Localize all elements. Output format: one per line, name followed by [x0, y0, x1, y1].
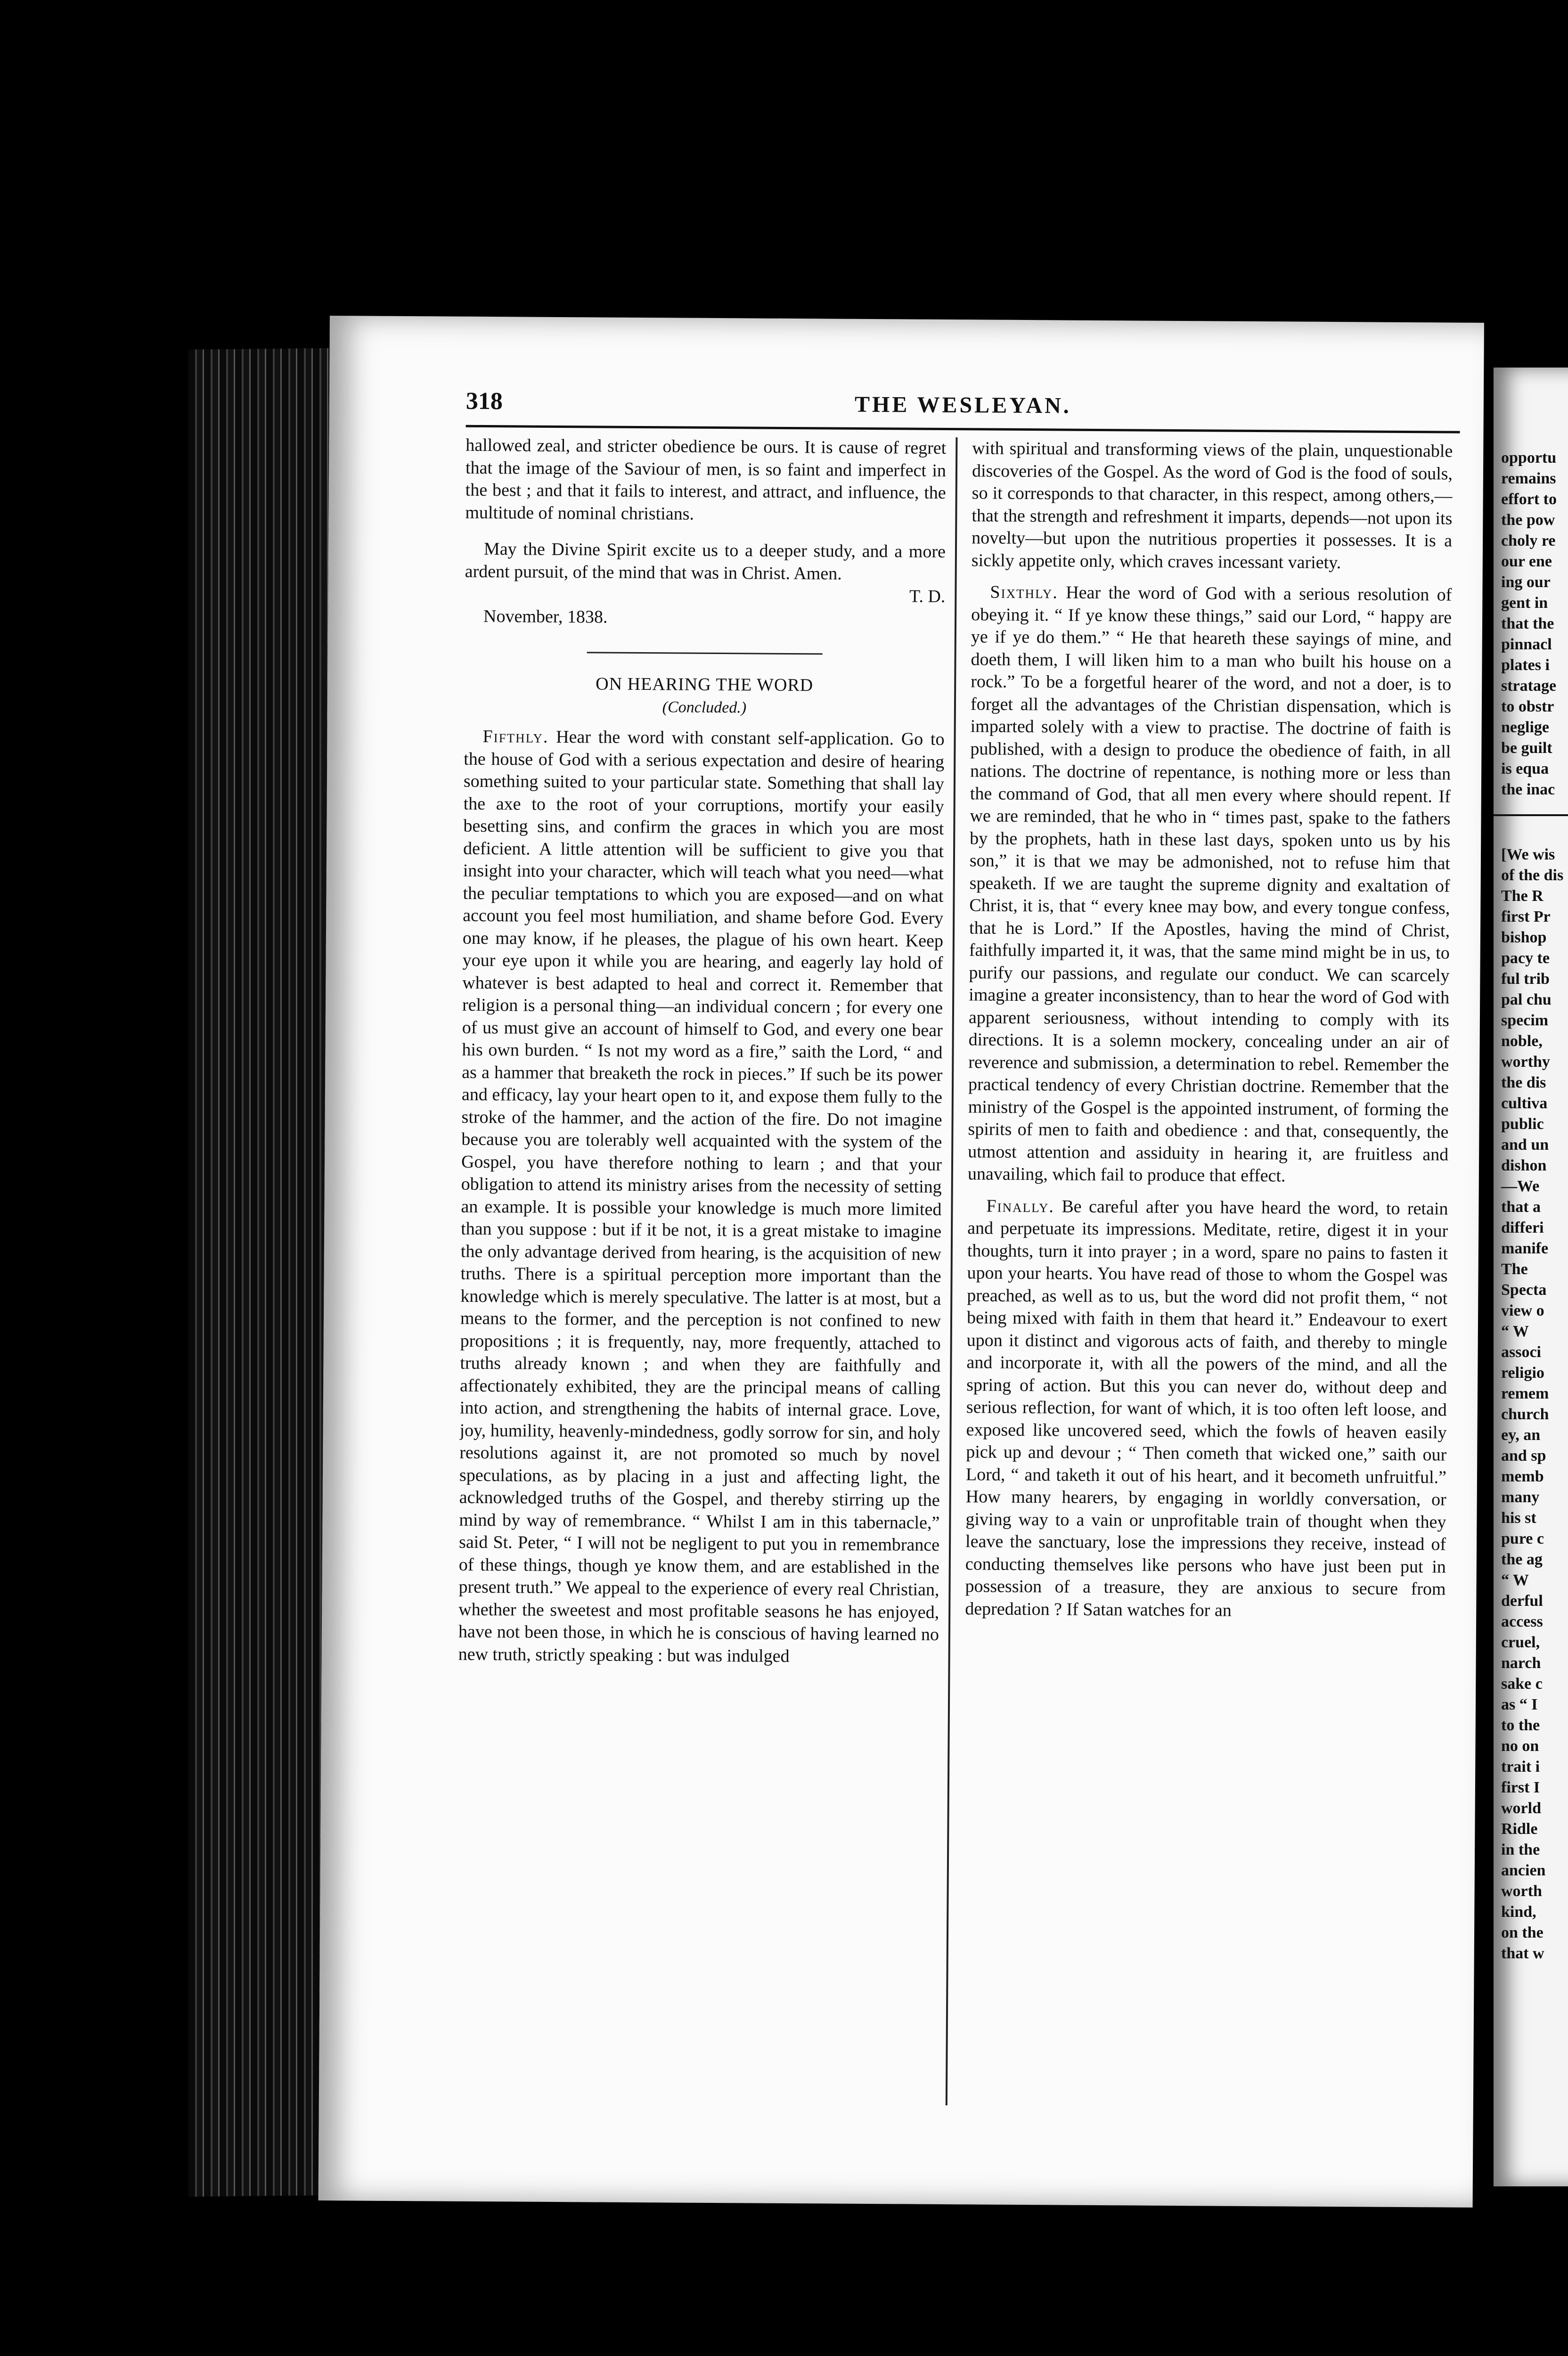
next-page-fragment: worth [1501, 1882, 1542, 1900]
next-page-fragment: effort to [1501, 491, 1557, 508]
next-page-fragment: gent in [1501, 594, 1548, 612]
finally-text: Be careful after you have heard the word, to retain and perpetuate its impressions. Meditate, retire, digest it in your thoughts, turn it into prayer ; in a word, spare no pains to fasten it upon your hearts. You have read of those to whom the Gospel was preached, as well as to us, but the word did not profit them, “ not being mixed with faith in them that heard it.” Endeavour to exert upon it distinct and vigorous acts of faith, and thereby to mingle and incorporate it, with all the powers of the mind, and all the spring of action. But this you can never do, without deep and serious reflection, for want of which, it is too often left loose, and exposed like uncovered seed, which the fowls of heaven easily pick up and devour ; “ Then cometh that wicked one,” saith our Lord, “ and taketh it out of his heart, and it becometh unfruitful.” How many hearers, by engaging in worldly conversation, or giving way to a vain or unprofitable train of thought when they leave the sanctuary, lose the impressions they receive, instead of conducting themselves like persons who have just been put in possession of a treasure, they are anxious to secure from depredation ? If Satan watches for an [965, 1196, 1448, 1620]
signoff-line [465, 583, 945, 608]
next-page-fragment: be guilt [1501, 739, 1552, 757]
next-page-fragment: as “ I [1501, 1696, 1538, 1713]
next-page-fragment: ing our [1501, 573, 1551, 591]
next-page-fragment: Ridle [1501, 1820, 1538, 1838]
next-page-fragment: plates i [1501, 656, 1550, 674]
intro-paragraph: hallowed zeal, and stricter obedience be ours. It is cause of regret that the image of the Saviour of men, is so faint and imperfect in the best ; and that it fails to interest, and attract, and influence, the multitude of nominal christians. [465, 435, 947, 524]
next-page-fragment: first I [1501, 1779, 1540, 1796]
article-subtitle: (Concluded.) [662, 698, 747, 716]
next-page-fragment: many [1501, 1489, 1540, 1506]
author-signature: T. D. [909, 586, 946, 606]
next-page-fragment: choly re [1501, 532, 1556, 549]
next-page-fragment: “ W [1501, 1323, 1529, 1340]
next-page-fragment: access [1501, 1613, 1543, 1630]
next-page-fragment: on the [1501, 1924, 1544, 1941]
next-page-fragment: that a [1501, 1198, 1541, 1216]
next-page-fragment: sake c [1501, 1675, 1543, 1693]
finally-paragraph [965, 1195, 1448, 1623]
next-page-fragment: specim [1501, 1012, 1549, 1029]
next-page-fragment: pinnacl [1501, 636, 1552, 653]
next-page-fragment: “ W [1501, 1571, 1529, 1589]
finally-label: Finally. [986, 1196, 1055, 1216]
next-page-fragment: Specta [1501, 1281, 1547, 1299]
next-page-fragment: pal chu [1501, 991, 1552, 1008]
next-page-fragment: pacy te [1501, 949, 1550, 967]
fifthly-text: Hear the word with constant self-application. Go to the house of God with a serious expectation and desire of hearing something suited to your particular state. Something that shall lay the axe to the root of your corruptions, mortify your easily besetting sins, and confirm the graces in which you are most deficient. A little attention will be sufficient to give you that insight into your character, which will teach what you need—what the peculiar temptations to which you are exposed—and on what account you feel most humiliation, and shame before God. Every one may know, if he pleases, the plague of his own heart. Keep your eye upon it while you are hearing, and eagerly lay hold of whatever is best adapted to heal and correct it. Remember that religion is a personal thing—an individual concern ; for every one of us must give an account of himself to God, and every one bear his own burden. “ Is not my word as a fire,” saith the Lord, “ and as a hammer that breaketh the rock in pieces.” If such be its power and efficacy, lay your heart open to it, and expose them fully to the stroke of the hammer, and the action of the fire. Do not imagine because you are tolerably well acquainted with the system of the Gospel, you have therefore nothing to learn ; and that your obligation to attend its ministry arises from the necessity of setting an example. It is possible your knowledge is much more limited than you suppose : but if it be not, it is a great mistake to imagine the only advantage derived from hearing, is the acquisition of new truths. There is a spiritual perception more important than the knowledge which is merely speculative. The latter is at most, but a means to the former, and the perception is not confined to new propositions ; it is frequently, nay, more frequently, attached to truths already known ; and when they are faithfully and affectionately exhibited, they are the principal means of calling into action, and strengthening the habits of internal grace. Love, joy, humility, heavenly-mindedness, godly sorrow for sin, and holy resolutions against it, are not promoted so much by novel speculations, as by placing in a just and affecting light, the acknowledged truths of the Gospel, and thereby stirring up the mind by way of remembrance. “ Whilst I am in this tabernacle,” said St. Peter, “ I will not be negligent to put you in remembrance of these things, though ye know them, and are established in the present truth.” We appeal to the experience of every real Christian, whether the sweetest and most profitable seasons he has enjoyed, have not been those, in which he is conscious of having learned no new truth, strictly speaking : but was indulged [458, 727, 945, 1666]
next-page-fragment: noble, [1501, 1032, 1543, 1050]
next-page-fragment: The R [1501, 887, 1544, 905]
next-page-fragment: that the [1501, 615, 1554, 632]
next-page-fragment: neglige [1501, 719, 1549, 736]
next-page-fragment: of the dis [1501, 867, 1564, 884]
next-page-fragment: ful trib [1501, 970, 1550, 988]
next-page-fragment: associ [1501, 1343, 1541, 1361]
section-divider [587, 652, 823, 654]
next-page-fragment: —We [1501, 1178, 1540, 1195]
next-page-fragment: is equa [1501, 760, 1549, 777]
next-page-bottom-fragments [1494, 844, 1568, 1964]
next-page-fragment: cultiva [1501, 1095, 1548, 1112]
next-page-edge [1494, 368, 1568, 2186]
next-page-fragment: and sp [1501, 1447, 1546, 1464]
article-date: November, 1838. [483, 606, 608, 627]
column-rule [946, 437, 958, 2105]
page-number: 318 [466, 387, 503, 415]
article-title: ON HEARING THE WORD [596, 674, 814, 695]
next-page-fragment: the pow [1501, 511, 1555, 529]
running-title: THE WESLEYAN. [854, 392, 1071, 418]
next-page-fragment: [We wis [1501, 846, 1555, 863]
next-page-fragment: worthy [1501, 1053, 1550, 1071]
book-page [318, 316, 1484, 2208]
next-page-fragment: church [1501, 1406, 1549, 1423]
next-page-fragment: to the [1501, 1717, 1540, 1734]
next-page-top-fragments [1494, 448, 1568, 800]
next-page-fragment: his st [1501, 1509, 1536, 1527]
next-page-fragment: religio [1501, 1364, 1544, 1382]
next-page-fragment: the ag [1501, 1551, 1543, 1568]
next-page-fragment: the dis [1501, 1074, 1546, 1091]
next-page-fragment: opportu [1501, 449, 1557, 466]
next-page-fragment: ey, an [1501, 1426, 1541, 1444]
next-page-fragment: derful [1501, 1592, 1543, 1610]
prayer-paragraph: May the Divine Spirit excite us to a deeper study, and a more ardent pursuit, of the mind that was in Christ. Amen. [465, 539, 946, 584]
next-page-fragment: manife [1501, 1240, 1549, 1257]
next-page-fragment: world [1501, 1800, 1541, 1817]
next-page-fragment: first Pr [1501, 908, 1551, 925]
next-page-fragment: pure c [1501, 1530, 1544, 1547]
next-page-fragment: to obstr [1501, 698, 1554, 715]
next-page-fragment: trait i [1501, 1758, 1540, 1775]
next-page-fragment: that w [1501, 1945, 1544, 1962]
next-page-fragment: dishon [1501, 1157, 1547, 1174]
next-page-fragment: memb [1501, 1468, 1544, 1485]
next-page-fragment: in the [1501, 1841, 1540, 1858]
sixthly-text: Hear the word of God with a serious resolution of obeying it. “ If ye know these things,” said our Lord, “ happy are ye if ye do them.” “ He that heareth these sayings of mine, and doeth them, I will liken him to a man who built his house on a rock.” To be a forgetful hearer of the word, and not a doer, is to forget all the advantages of the Christian dispensation, which is imparted solely with a view to practise. The doctrine of faith is published, with a design to produce the obedience of faith, in all nations. The doctrine of repentance, is nothing more or less than the command of God, that all men every where should repent. If we are reminded, that he who in “ times past, spake to the fathers by the prophets, hath in these last days, spoken unto us by his son,” it is that we may be admonished, not to refuse him that speaketh. If we are taught the supreme dignity and exaltation of Christ, it is, that “ every knee may bow, and every tongue confess, that he is Lord.” If the Apostles, having the mind of Christ, faithfully imparted it, it was, that the same mind might be in us, to purify our passions, and regulate our conduct. We can scarcely imagine a greater inconsistency, than to hear the word of God with apparent seriousness, without intending to comply with its directions. It is a solemn mockery, concealing under an air of reverence and submission, a determination to rebel. Remember the practical tendency of every Christian doctrine. Remember that the ministry of the Gospel is the appointed instrument, of forming the spirits of men to faith and obedience : and that, consequently, the utmost attention and assiduity in hearing it, are fruitless and unavailing, which fail to produce that effect. [967, 582, 1452, 1186]
next-page-fragment: differi [1501, 1219, 1544, 1236]
page-content [455, 387, 1460, 2137]
next-page-fragment: our ene [1501, 553, 1552, 570]
next-page-fragment: kind, [1501, 1903, 1536, 1921]
next-page-fragment: narch [1501, 1654, 1541, 1672]
next-page-fragment: view o [1501, 1302, 1544, 1319]
right-column [962, 437, 1453, 2108]
text-columns [456, 434, 1460, 2109]
continuation-paragraph: with spiritual and transforming views of the plain, unquestionable discoveries of the Gospel. As the word of God is the food of souls, so it corresponds to that character, in this respect, among others,—that the strength and refreshment it imparts, depends—not upon its novelty—but upon the nutritious properties it possesses. It is a sickly appetite only, which craves incessant variety. [971, 438, 1453, 573]
next-page-fragment: ancien [1501, 1862, 1546, 1879]
sixthly-label: Sixthly. [990, 582, 1058, 603]
next-page-fragment: and un [1501, 1136, 1549, 1153]
page-header [466, 387, 1460, 434]
fifthly-paragraph [458, 726, 945, 1669]
next-page-fragment: stratage [1501, 677, 1557, 695]
next-page-fragment: public [1501, 1115, 1544, 1133]
next-page-fragment: remains [1501, 470, 1556, 487]
next-page-fragment: remem [1501, 1385, 1549, 1402]
fifthly-label: Fifthly. [482, 726, 549, 747]
next-page-fragment: The [1501, 1260, 1528, 1278]
left-column [456, 434, 947, 2105]
sixthly-paragraph [968, 581, 1452, 1188]
next-page-fragment: bishop [1501, 929, 1547, 946]
next-page-fragment: the inac [1501, 781, 1555, 798]
next-page-fragment: no on [1501, 1737, 1539, 1755]
next-page-rule [1494, 814, 1568, 816]
next-page-fragment: cruel, [1501, 1634, 1540, 1651]
